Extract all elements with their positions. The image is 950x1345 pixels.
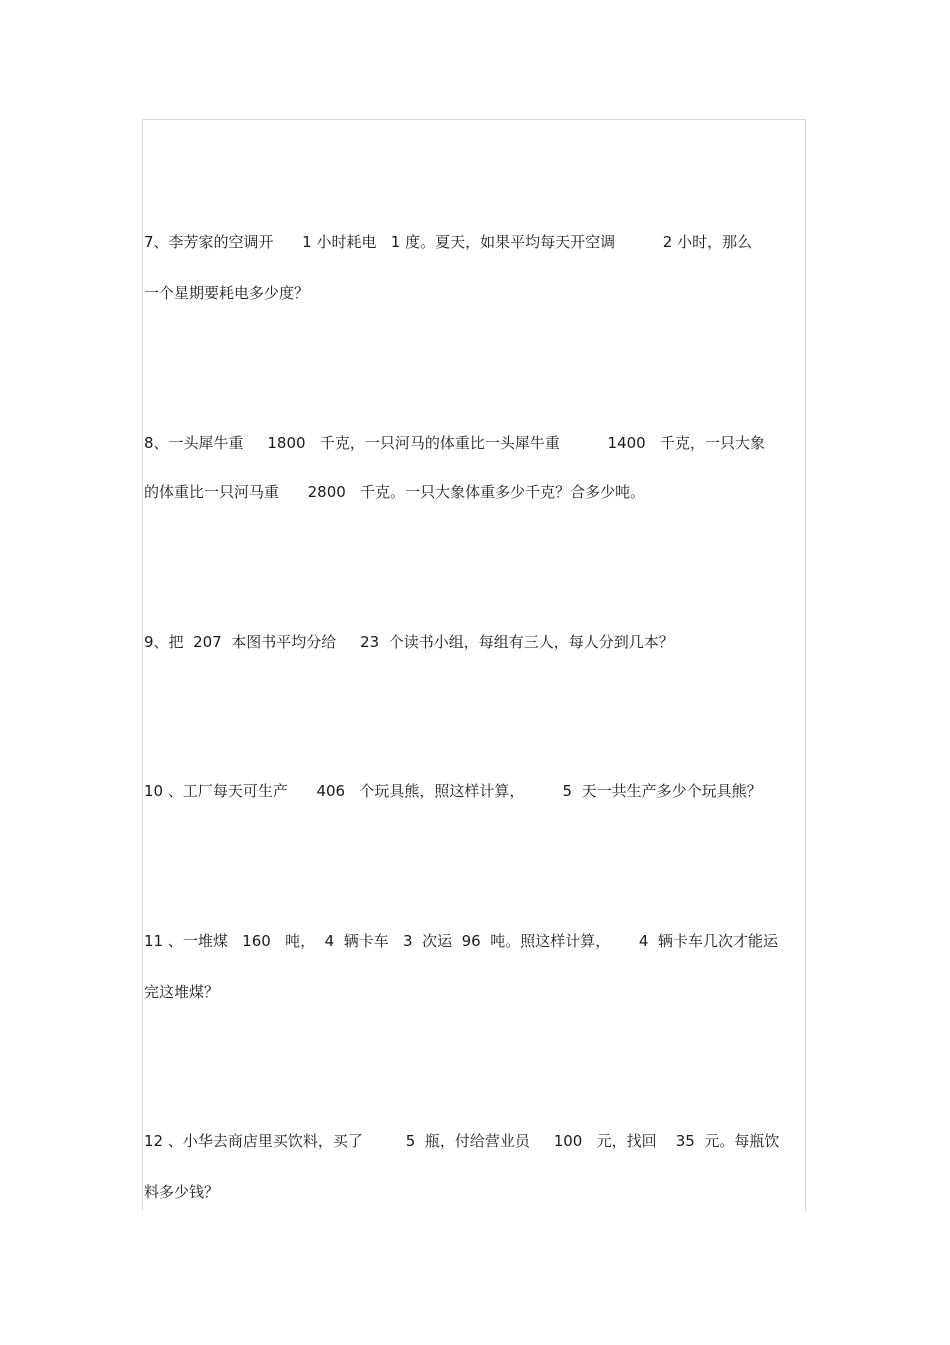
problem-10-line-1: 10 、工厂每天可生产 406 个玩具熊，照这样计算， 5 天一共生产多少个玩具熊？: [144, 782, 762, 800]
problem-7-line-2: 一个星期要耗电多少度？: [144, 284, 310, 302]
problem-12-line-2: 料多少钱？: [144, 1183, 220, 1201]
page-frame: [142, 119, 806, 1211]
problem-11-line-1: 11 、一堆煤 160 吨， 4 辆卡车 3 次运 96 吨。照这样计算， 4 辆卡车几次才能运: [144, 932, 778, 950]
problem-7-line-1: 7、李芳家的空调开 1 小时耗电 1 度。夏天，如果平均每天开空调 2 小时，那么: [144, 233, 753, 251]
problem-8-line-1: 8、一头犀牛重 1800 千克，一只河马的体重比一头犀牛重 1400 千克，一只大象: [144, 434, 766, 452]
problem-11-line-2: 完这堆煤？: [144, 983, 220, 1001]
problem-9-line-1: 9、把 207 本图书平均分给 23 个读书小组，每组有三人，每人分到几本？: [144, 633, 674, 651]
problem-12-line-1: 12 、小华去商店里买饮料，买了 5 瓶，付给营业员 100 元，找回 35 元。每瓶饮: [144, 1132, 780, 1150]
problem-8-line-2: 的体重比一只河马重 2800 千克。一只大象体重多少千克？合多少吨。: [144, 483, 646, 501]
